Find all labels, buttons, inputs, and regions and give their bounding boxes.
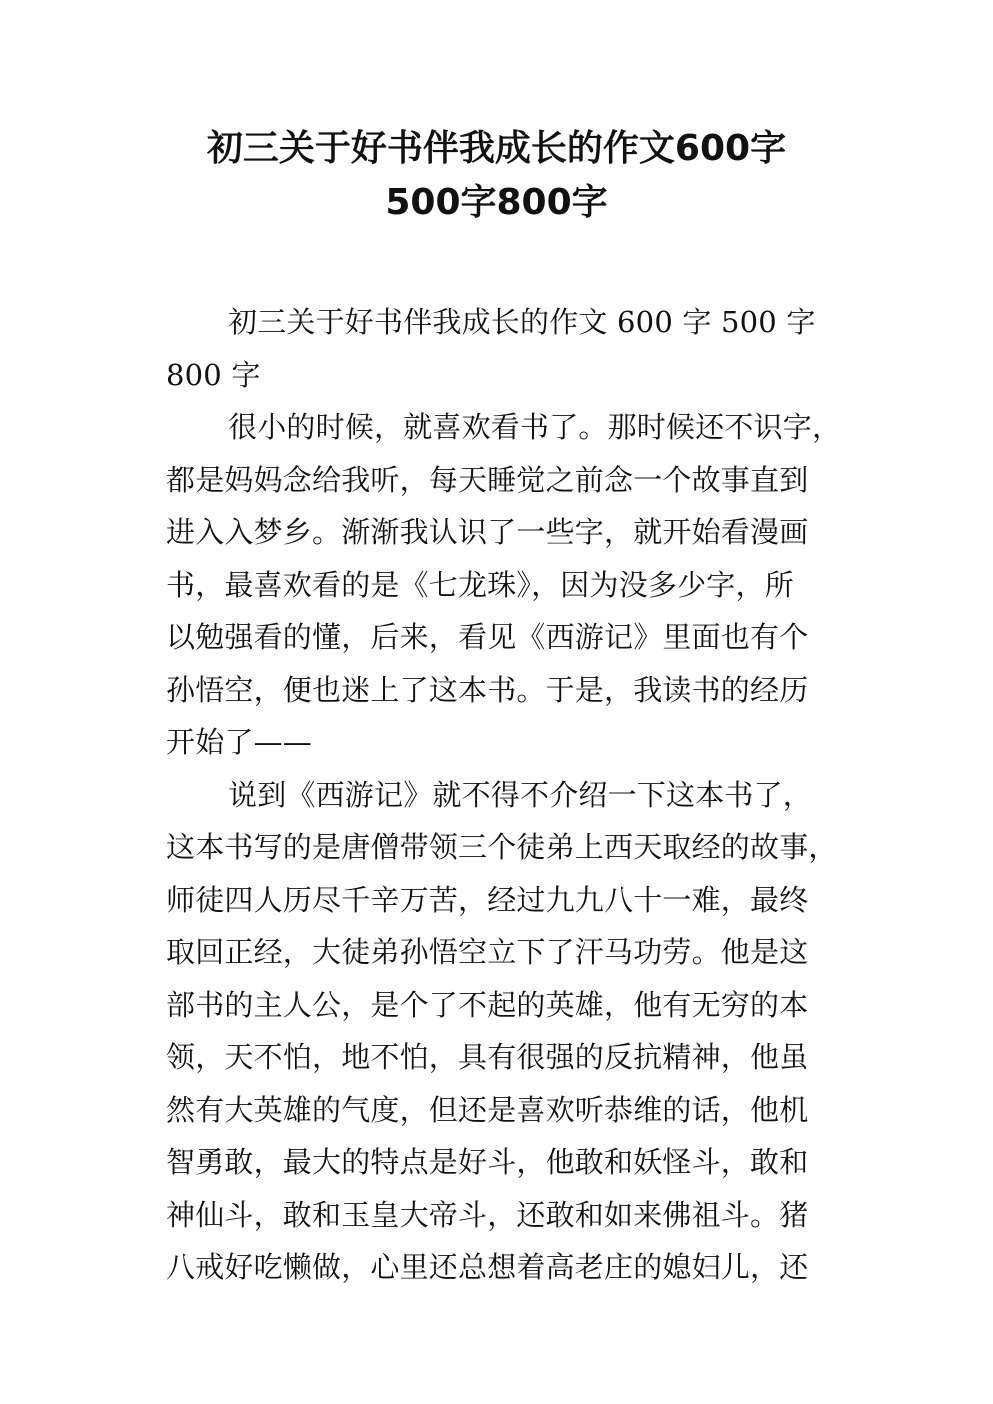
document-body: [166, 296, 842, 1294]
title-line-2: 500字800字: [385, 182, 608, 223]
document-title: [0, 122, 993, 230]
title-line-1: 初三关于好书伴我成长的作文600字: [206, 128, 787, 169]
body-line: 取回正经，大徒弟孙悟空立下了汗马功劳。他是这: [166, 935, 809, 969]
body-line: 说到《西游记》就不得不介绍一下这本书了，: [228, 777, 813, 812]
body-line: 领，天不怕，地不怕，具有很强的反抗精神，他虽: [166, 1040, 809, 1074]
body-line: 都是妈妈念给我听，每天睡觉之前念一个故事直到: [166, 462, 809, 497]
body-line: 800 字: [166, 357, 261, 392]
body-line: 书，最喜欢看的是《七龙珠》，因为没多少字，所: [166, 567, 794, 602]
body-line: 孙悟空，便也迷上了这本书。于是，我读书的经历: [166, 672, 809, 707]
body-line: 进入入梦乡。渐渐我认识了一些字，就开始看漫画: [166, 515, 809, 549]
body-line: 然有大英雄的气度，但还是喜欢听恭维的话，他机: [166, 1092, 809, 1127]
body-line: 师徒四人历尽千辛万苦，经过九九八十一难，最终: [166, 882, 809, 917]
body-line: 开始了——: [166, 725, 313, 759]
body-line: 神仙斗，敢和玉皇大帝斗，还敢和如来佛祖斗。猪: [166, 1197, 809, 1232]
body-line: 初三关于好书伴我成长的作文 600 字 500 字: [228, 305, 816, 339]
body-line: 这本书写的是唐僧带领三个徒弟上西天取经的故事，: [166, 830, 838, 864]
body-line: 部书的主人公，是个了不起的英雄，他有无穷的本: [166, 987, 809, 1022]
body-line: 以勉强看的懂，后来，看见《西游记》里面也有个: [166, 620, 809, 654]
body-line: 智勇敢，最大的特点是好斗，他敢和妖怪斗，敢和: [166, 1145, 809, 1179]
body-line: 八戒好吃懒做，心里还总想着高老庄的媳妇儿，还: [166, 1250, 809, 1284]
body-line: 很小的时候，就喜欢看书了。那时候还不识字，: [228, 410, 842, 444]
